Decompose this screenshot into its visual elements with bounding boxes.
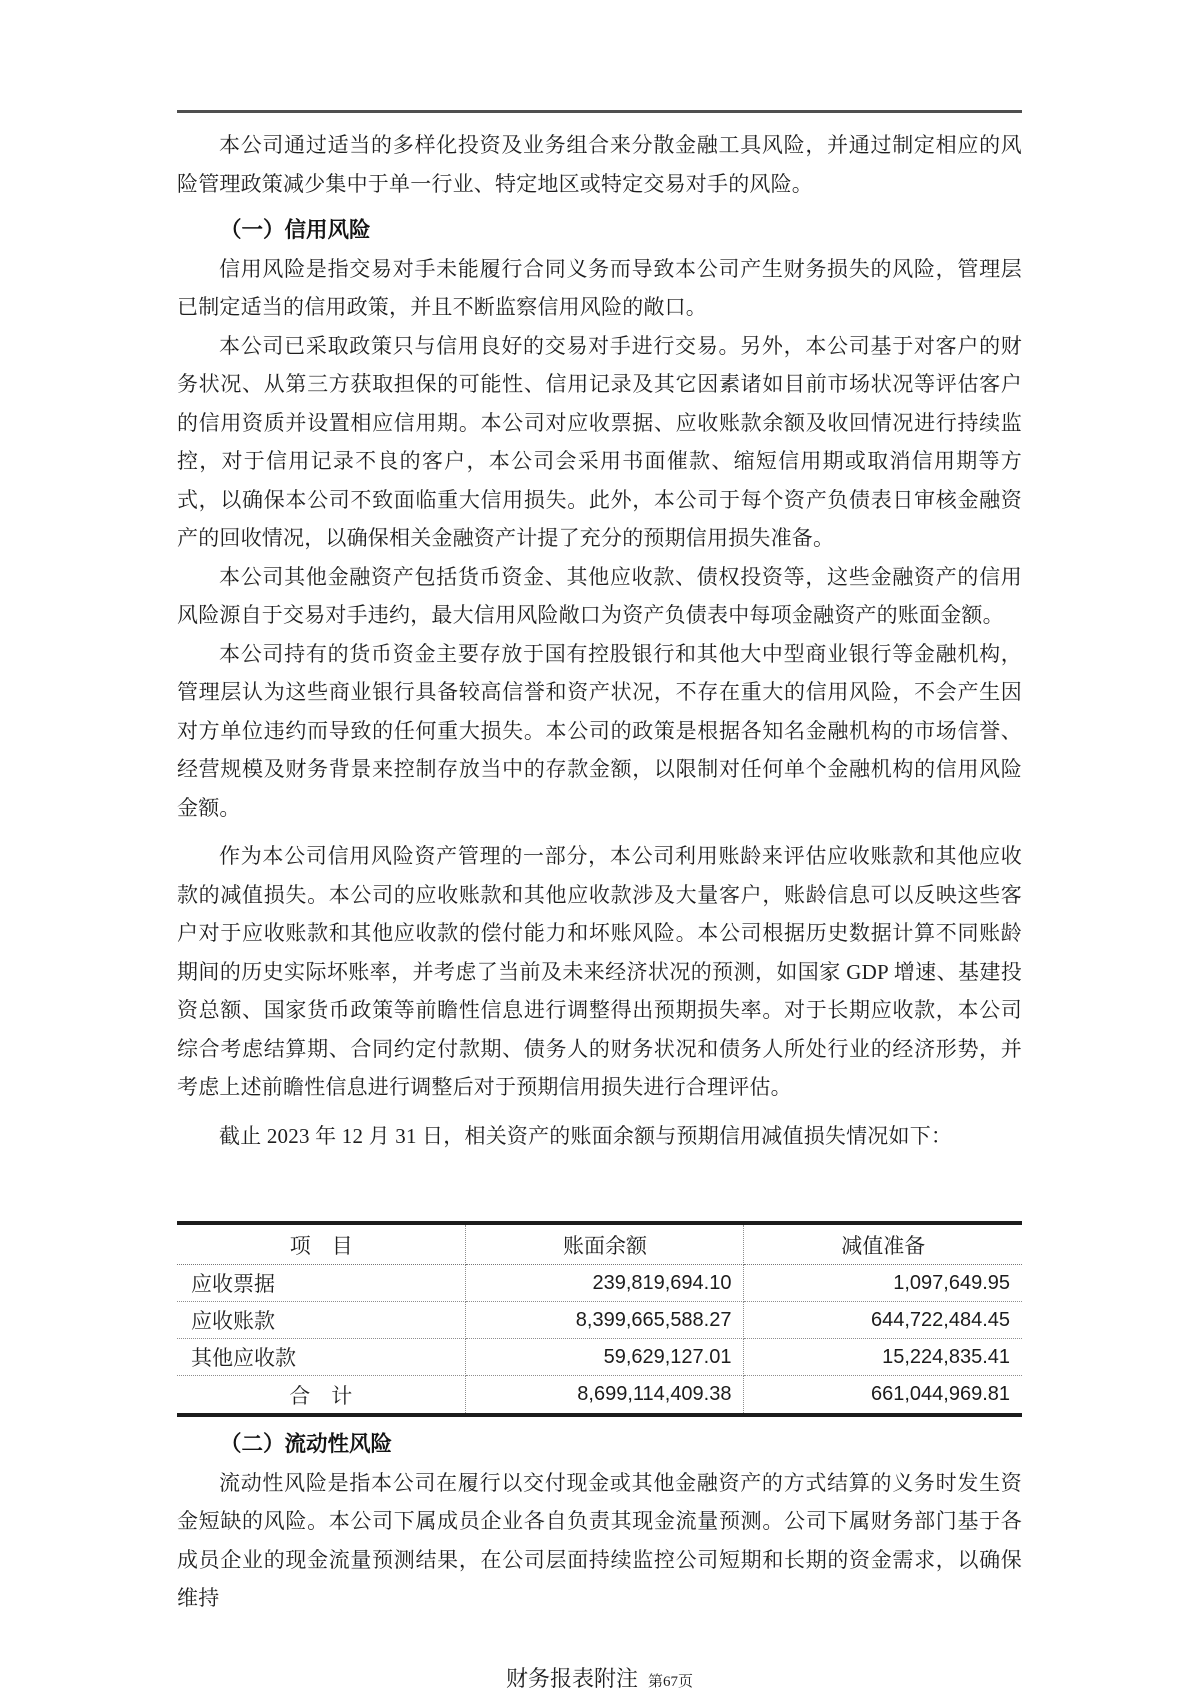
cell-book-balance: 8,399,665,588.27 bbox=[466, 1302, 744, 1339]
column-header-item: 项 目 bbox=[177, 1223, 466, 1265]
table-row-total bbox=[177, 1376, 1022, 1416]
credit-loss-table bbox=[177, 1221, 1022, 1417]
column-header-book-balance: 账面余额 bbox=[466, 1223, 744, 1265]
paragraph-aging-analysis: 作为本公司信用风险资产管理的一部分，本公司利用账龄来评估应收账款和其他应收款的减值损失。本公司的应收账款和其他应收款涉及大量客户，账龄信息可以反映这些客户对于应收账款和其他应收款的偿付能力和坏账风险。本公司根据历史数据计算不同账龄期间的历史实际坏账率，并考虑了当前及未来经济状况的预测，如国家 GDP 增速、基建投资总额、国家货币政策等前瞻性信息进行调整得出预期损失率。对于长期应收款，本公司综合考虑结算期、合同约定付款期、债务人的财务状况和债务人所处行业的经济形势，并考虑上述前瞻性信息进行调整后对于预期信用损失进行合理评估。 bbox=[177, 844, 1022, 1099]
paragraph-liquidity-definition: 流动性风险是指本公司在履行以交付现金或其他金融资产的方式结算的义务时发生资金短缺的风险。本公司下属成员企业各自负责其现金流量预测。公司下属财务部门基于各成员企业的现金流量预测结果，在公司层面持续监控公司短期和长期的资金需求，以确保维持 bbox=[177, 1470, 1022, 1610]
table-row-notes-receivable bbox=[177, 1265, 1022, 1302]
cell-total-book-balance: 8,699,114,409.38 bbox=[466, 1376, 744, 1416]
cell-total-impairment: 661,044,969.81 bbox=[870, 1383, 1010, 1405]
section-heading-liquidity-risk: （二）流动性风险 bbox=[220, 1432, 393, 1456]
paragraph-credit-policy: 本公司已采取政策只与信用良好的交易对手进行交易。另外，本公司基于对客户的财务状况、从第三方获取担保的可能性、信用记录及其它因素诸如目前市场状况等评估客户的信用资质并设置相应信用期。本公司对应收票据、应收账款余额及收回情况进行持续监控，对于信用记录不良的客户，本公司会采用书面催款、缩短信用期或取消信用期等方式，以确保本公司不致面临重大信用损失。此外，本公司于每个资产负债表日审核金融资产的回收情况，以确保相关金融资产计提了充分的预期信用损失准备。 bbox=[177, 333, 1022, 550]
paragraph-other-financial-assets: 本公司其他金融资产包括货币资金、其他应收款、债权投资等，这些金融资产的信用风险源自于交易对手违约，最大信用风险敞口为资产负债表中每项金融资产的账面金额。 bbox=[177, 564, 1022, 627]
cell-item: 应收票据 bbox=[177, 1265, 466, 1302]
cell-impairment: 15,224,835.41 bbox=[744, 1339, 1022, 1376]
table-header-row bbox=[177, 1223, 1022, 1265]
footer-page-number: 第67页 bbox=[648, 1673, 694, 1690]
table-row-other-receivables bbox=[177, 1339, 1022, 1376]
cell-total-label: 合 计 bbox=[177, 1376, 466, 1416]
page-content bbox=[0, 126, 1200, 1693]
footer-title: 财务报表附注 bbox=[505, 1665, 638, 1691]
cell-impairment: 644,722,484.45 bbox=[744, 1302, 1022, 1339]
paragraph-table-intro: 截止 2023 年 12 月 31 日，相关资产的账面余额与预期信用减值损失情况如下： bbox=[219, 1123, 953, 1148]
table-row-accounts-receivable bbox=[177, 1302, 1022, 1339]
cell-book-balance: 239,819,694.10 bbox=[466, 1265, 744, 1302]
paragraph-intro: 本公司通过适当的多样化投资及业务组合来分散金融工具风险，并通过制定相应的风险管理政策减少集中于单一行业、特定地区或特定交易对手的风险。 bbox=[177, 133, 1022, 196]
column-header-impairment: 减值准备 bbox=[744, 1223, 1022, 1265]
paragraph-credit-definition: 信用风险是指交易对手未能履行合同义务而导致本公司产生财务损失的风险，管理层已制定适当的信用政策，并且不断监察信用风险的敞口。 bbox=[177, 256, 1022, 319]
cell-item: 其他应收款 bbox=[177, 1339, 466, 1376]
header-rule bbox=[177, 110, 1022, 113]
cell-book-balance: 59,629,127.01 bbox=[466, 1339, 744, 1376]
cell-item: 应收账款 bbox=[177, 1302, 466, 1339]
page-footer bbox=[177, 1662, 1022, 1693]
section-heading-credit-risk: （一）信用风险 bbox=[220, 218, 371, 242]
cell-impairment: 1,097,649.95 bbox=[744, 1265, 1022, 1302]
paragraph-monetary-funds: 本公司持有的货币资金主要存放于国有控股银行和其他大中型商业银行等金融机构，管理层认为这些商业银行具备较高信誉和资产状况，不存在重大的信用风险，不会产生因对方单位违约而导致的任何重大损失。本公司的政策是根据各知名金融机构的市场信誉、经营规模及财务背景来控制存放当中的存款金额，以限制对任何单个金融机构的信用风险金额。 bbox=[177, 641, 1022, 820]
